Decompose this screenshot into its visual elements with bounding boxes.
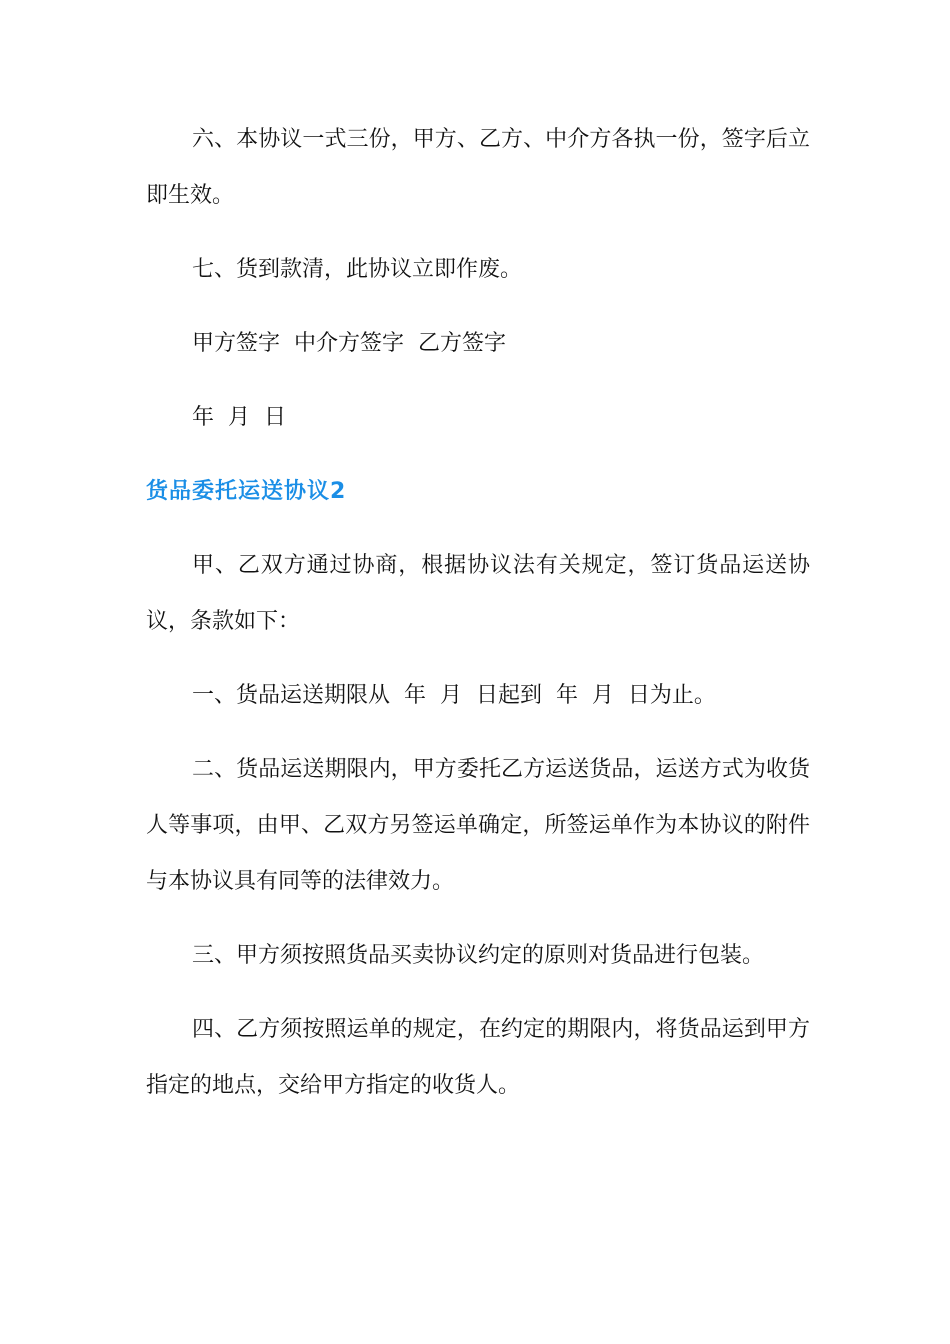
preamble-paragraph: 甲、乙双方通过协商，根据协议法有关规定，签订货品运送协议，条款如下：: [146, 553, 810, 634]
section-heading: 货品委托运送协议2: [146, 479, 347, 504]
clause-one: 一、货品运送期限从 年 月 日起到 年 月 日为止。: [192, 683, 716, 708]
document-body: [146, 112, 810, 1114]
date-line: 年 月 日: [192, 405, 286, 430]
paragraph-gap: [146, 372, 810, 390]
clause-three: 三、甲方须按照货品买卖协议约定的原则对货品进行包装。: [192, 943, 765, 968]
paragraph-gap: [146, 298, 810, 316]
paragraph-gap: [146, 724, 810, 742]
clause-six: 六、本协议一式三份，甲方、乙方、中介方各执一份，签字后立即生效。: [146, 127, 810, 208]
paragraph-gap: [146, 910, 810, 928]
paragraph-gap: [146, 446, 810, 464]
paragraph-gap: [146, 650, 810, 668]
clause-four: 四、乙方须按照运单的规定，在约定的期限内，将货品运到甲方指定的地点，交给甲方指定的收货人。: [146, 1017, 810, 1098]
clause-two: 二、货品运送期限内，甲方委托乙方运送货品，运送方式为收货人等事项，由甲、乙双方另签运单确定，所签运单作为本协议的附件与本协议具有同等的法律效力。: [146, 757, 810, 894]
paragraph-gap: [146, 984, 810, 1002]
clause-seven: 七、货到款清，此协议立即作废。: [192, 257, 523, 282]
paragraph-gap: [146, 520, 810, 538]
paragraph-gap: [146, 224, 810, 242]
signature-line: 甲方签字 中介方签字 乙方签字: [192, 331, 506, 356]
